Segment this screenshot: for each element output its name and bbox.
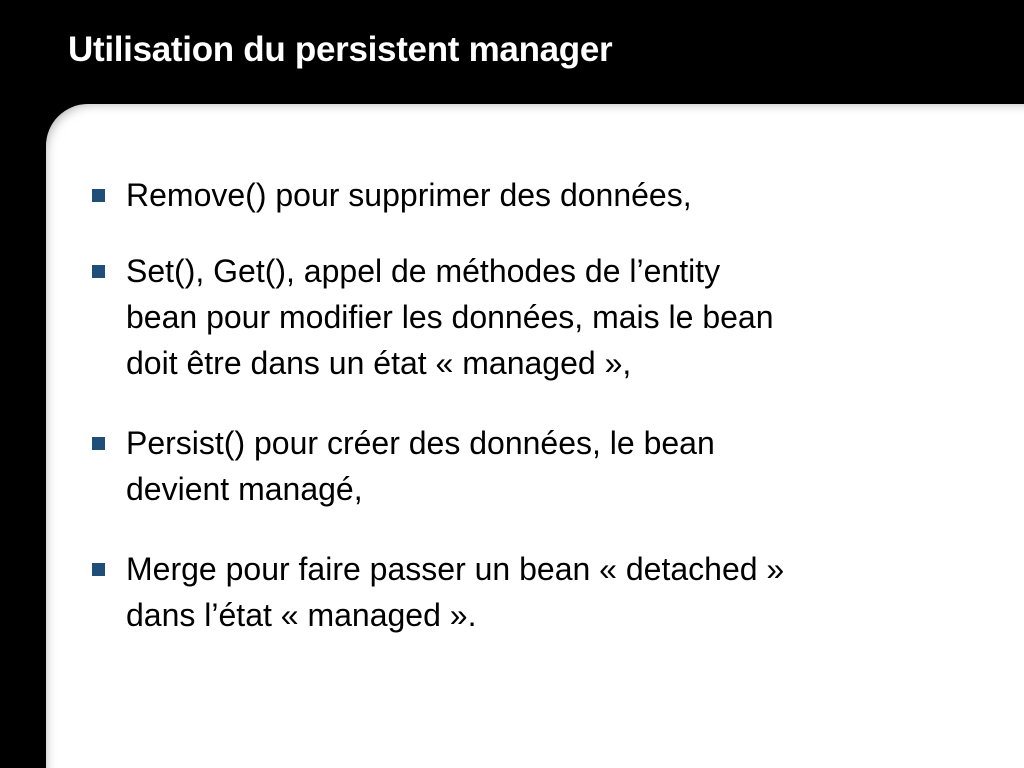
content-panel <box>46 104 1024 768</box>
slide-title: Utilisation du persistent manager <box>68 30 613 69</box>
square-bullet-icon <box>92 437 105 450</box>
bullet-text: Set(), Get(), appel de méthodes de l’entity bean pour modifier les données, mais le bean doit être dans un état « managed », <box>126 253 774 381</box>
square-bullet-icon <box>92 563 105 576</box>
bullet-text: Remove() pour supprimer des données, <box>126 177 692 213</box>
bullet-text: Merge pour faire passer un bean « detached » dans l’état « managed ». <box>126 551 785 633</box>
square-bullet-icon <box>92 189 105 202</box>
square-bullet-icon <box>92 265 105 278</box>
bullet-text: Persist() pour créer des données, le bean devient managé, <box>126 425 715 507</box>
